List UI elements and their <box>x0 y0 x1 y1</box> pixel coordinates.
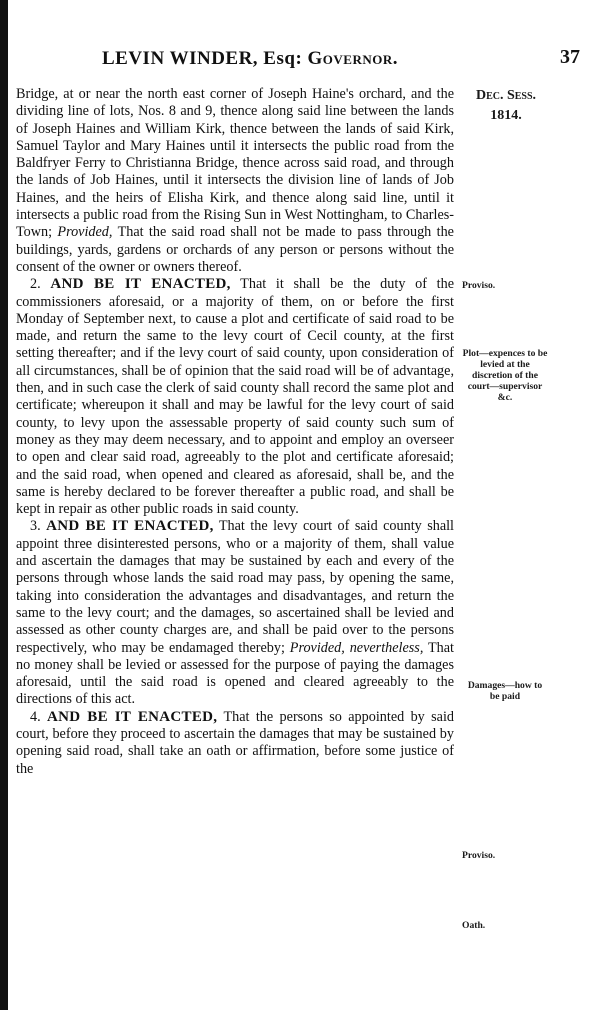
section-3: 3. AND BE IT ENACTED, That the levy court of said county shall appoint three disinterested persons, who or a majority of them, shall value and ascertain the damages that may be sustained by each and every of the persons through whose lands the said road may pass, by opening the same, taking into consideration the advantages and disadvantages, and return the same to the levy court; and the damages, so ascertained shall be levied and assessed as other county charges are, and shall be paid over to the persons respectively, who may be endamaged thereby; Provided, nevertheless, That no money shall be levied or assessed for the purpose of paying the damages aforesaid, until the said road is opened and cleared agreeably to the directions of this act. <box>16 518 454 708</box>
running-head-office: Governor. <box>307 48 398 69</box>
margin-date <box>466 86 546 126</box>
margin-note-damages: Damages—how to be paid <box>467 680 543 702</box>
running-head <box>20 48 480 70</box>
page-number: 37 <box>560 46 580 68</box>
section-4: 4. AND BE IT ENACTED, That the persons so appointed by said court, before they proceed to ascertain the damages that may be sustained by opening said road, shall take an oath or affirmation, before some justice of the <box>16 708 455 777</box>
margin-note-proviso: Proviso. <box>462 280 496 291</box>
section-2: 2. AND BE IT ENACTED, That it shall be the duty of the commissioners aforesaid, or a majority of them, on or before the first Monday of September next, to cause a plot and certificate of said road to be made, and return the same to the levy court of Cecil county, at the first setting thereafter; and if the levy court of said county, upon consideration of all circumstances, shall be of opinion that the said road will be of advantage, then, and in such case the clerk of said county shall record the same plot and certificate; whereupon it shall and may be lawful for the levy court of said county, to levy upon the assessable property of said county such sum of money as they may deem necessary, and to appoint and employ an overseer to open and clear said road, agreeably to the plot and certificate aforesaid; and the said road, when opened and cleared as aforesaid, shall be, and the same is hereby declared to be forever thereafter a public road, and shall be kept in repair as other public roads in said county. <box>16 276 454 518</box>
page-binding-edge <box>0 0 8 1010</box>
statute-text <box>16 86 454 778</box>
running-head-name: LEVIN WINDER, Esq: <box>101 48 308 69</box>
paragraph-route: Bridge, at or near the north east corner of Joseph Haine's orchard, and the dividing line of lots, Nos. 8 and 9, thence along said line between the lands of Joseph Haines and William Kirk, thence between the lands of said Kirk, Samuel Taylor and Mary Haines until it intersects the public road from the Baldfryer Ferry to Christianna Bridge, thence across said road, and through the lands of Job Haines, until it intersects the division line of lands of Job Haines, and the heirs of Elisha Kirk, and thence along said line, until it intersects a public road from the Rising Sun in West Nottingham, to Charles-Town; Provided, That the said road shall not be made to pass through the buildings, yards, gardens or orchards of any person or persons without the consent of the owner or owners thereof. <box>16 86 454 275</box>
margin-note-plot: Plot—expences to be levied at the discretion of the court—supervisor &c. <box>462 348 548 403</box>
margin-session: Dec. Sess. <box>475 88 537 103</box>
margin-year: 1814. <box>490 108 522 123</box>
margin-note-oath: Oath. <box>462 920 486 931</box>
page-header <box>20 48 580 72</box>
margin-note-proviso-2: Proviso. <box>462 850 496 861</box>
